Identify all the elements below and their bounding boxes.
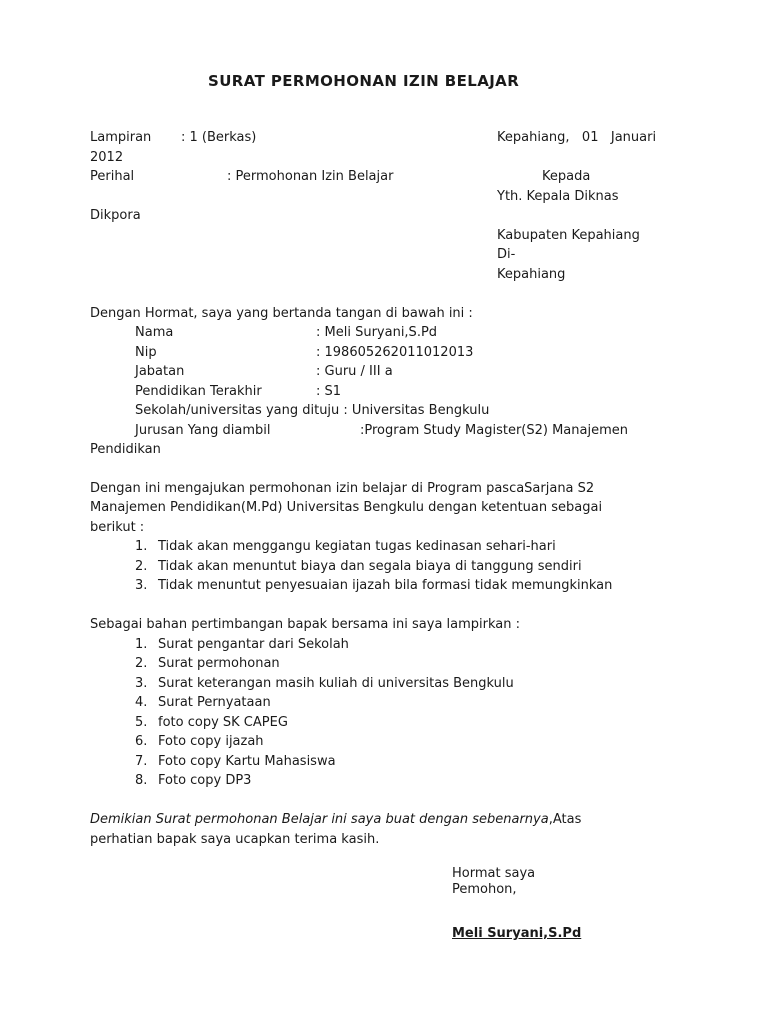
jurusan-wrap: Pendidikan bbox=[90, 442, 161, 457]
lampiran-value: : 1 (Berkas) bbox=[181, 130, 257, 145]
attachment-number: 1. bbox=[135, 637, 148, 652]
condition-number: 1. bbox=[135, 539, 148, 554]
signature-name: Meli Suryani,S.Pd bbox=[452, 926, 582, 941]
jurusan-label: Jurusan Yang diambil bbox=[135, 423, 271, 438]
condition-item: Tidak akan menuntut biaya dan segala biaya di tanggung sendiri bbox=[158, 559, 582, 574]
attachment-number: 4. bbox=[135, 695, 148, 710]
perihal-label: Perihal bbox=[90, 169, 135, 184]
perihal-value: : Permohonan Izin Belajar bbox=[227, 169, 394, 184]
jabatan-label: Jabatan bbox=[135, 364, 185, 379]
attachment-number: 5. bbox=[135, 715, 148, 730]
nip-label: Nip bbox=[135, 345, 157, 360]
nip-value: : 198605262011012013 bbox=[316, 345, 474, 360]
signature-greeting: Hormat saya bbox=[452, 866, 536, 881]
lampiran-label: Lampiran bbox=[90, 130, 152, 145]
attachment-number: 8. bbox=[135, 773, 148, 788]
jabatan-value: : Guru / III a bbox=[316, 364, 393, 379]
request-line-1: Dengan ini mengajukan permohonan izin belajar di Program pascaSarjana S2 bbox=[90, 481, 595, 496]
attachment-number: 6. bbox=[135, 734, 148, 749]
condition-item: Tidak akan menggangu kegiatan tugas kedinasan sehari-hari bbox=[158, 539, 556, 554]
closing-italic: Demikian Surat permohonan Belajar ini saya buat dengan sebenarnya bbox=[90, 812, 549, 827]
request-line-2: Manajemen Pendidikan(M.Pd) Universitas Bengkulu dengan ketentuan sebagai bbox=[90, 500, 603, 515]
recipient-line-4: Di- bbox=[497, 247, 516, 262]
closing-line-2: perhatian bapak saya ucapkan terima kasih. bbox=[90, 832, 380, 847]
attachment-number: 7. bbox=[135, 754, 148, 769]
attachment-item: Surat keterangan masih kuliah di universitas Bengkulu bbox=[158, 676, 514, 691]
recipient-line-3: Kabupaten Kepahiang bbox=[497, 228, 640, 243]
date-year: 2012 bbox=[90, 150, 124, 165]
condition-item: Tidak menuntut penyesuaian ijazah bila formasi tidak memungkinkan bbox=[158, 578, 613, 593]
closing-rest: ,Atas bbox=[548, 812, 582, 827]
condition-number: 3. bbox=[135, 578, 148, 593]
opening-line: Dengan Hormat, saya yang bertanda tangan di bawah ini : bbox=[90, 306, 473, 321]
jurusan-value: :Program Study Magister(S2) Manajemen bbox=[360, 423, 628, 438]
recipient-line-1: Yth. Kepala Diknas bbox=[497, 189, 619, 204]
sekolah-line: Sekolah/universitas yang dituju : Universitas Bengkulu bbox=[135, 403, 490, 418]
attachment-item: foto copy SK CAPEG bbox=[158, 715, 288, 730]
request-line-3: berikut : bbox=[90, 520, 145, 535]
attachments-intro: Sebagai bahan pertimbangan bapak bersama ini saya lampirkan : bbox=[90, 617, 521, 632]
attachment-item: Foto copy DP3 bbox=[158, 773, 252, 788]
pendidikan-label: Pendidikan Terakhir bbox=[135, 384, 262, 399]
attachment-item: Surat Pernyataan bbox=[158, 695, 271, 710]
attachment-number: 2. bbox=[135, 656, 148, 671]
letter-title: SURAT PERMOHONAN IZIN BELAJAR bbox=[208, 72, 520, 90]
attachment-item: Foto copy ijazah bbox=[158, 734, 264, 749]
place-date: Kepahiang, 01 Januari bbox=[497, 130, 657, 145]
nama-label: Nama bbox=[135, 325, 174, 340]
attachment-item: Surat pengantar dari Sekolah bbox=[158, 637, 349, 652]
recipient-line-5: Kepahiang bbox=[497, 267, 566, 282]
attachment-item: Surat permohonan bbox=[158, 656, 280, 671]
nama-value: : Meli Suryani,S.Pd bbox=[316, 325, 438, 340]
closing-line-1 bbox=[90, 812, 581, 828]
kepada-label: Kepada bbox=[542, 169, 591, 184]
recipient-line-2: Dikpora bbox=[90, 208, 141, 223]
signature-role: Pemohon, bbox=[452, 882, 517, 897]
attachment-item: Foto copy Kartu Mahasiswa bbox=[158, 754, 336, 769]
condition-number: 2. bbox=[135, 559, 148, 574]
pendidikan-value: : S1 bbox=[316, 384, 342, 399]
attachment-number: 3. bbox=[135, 676, 148, 691]
